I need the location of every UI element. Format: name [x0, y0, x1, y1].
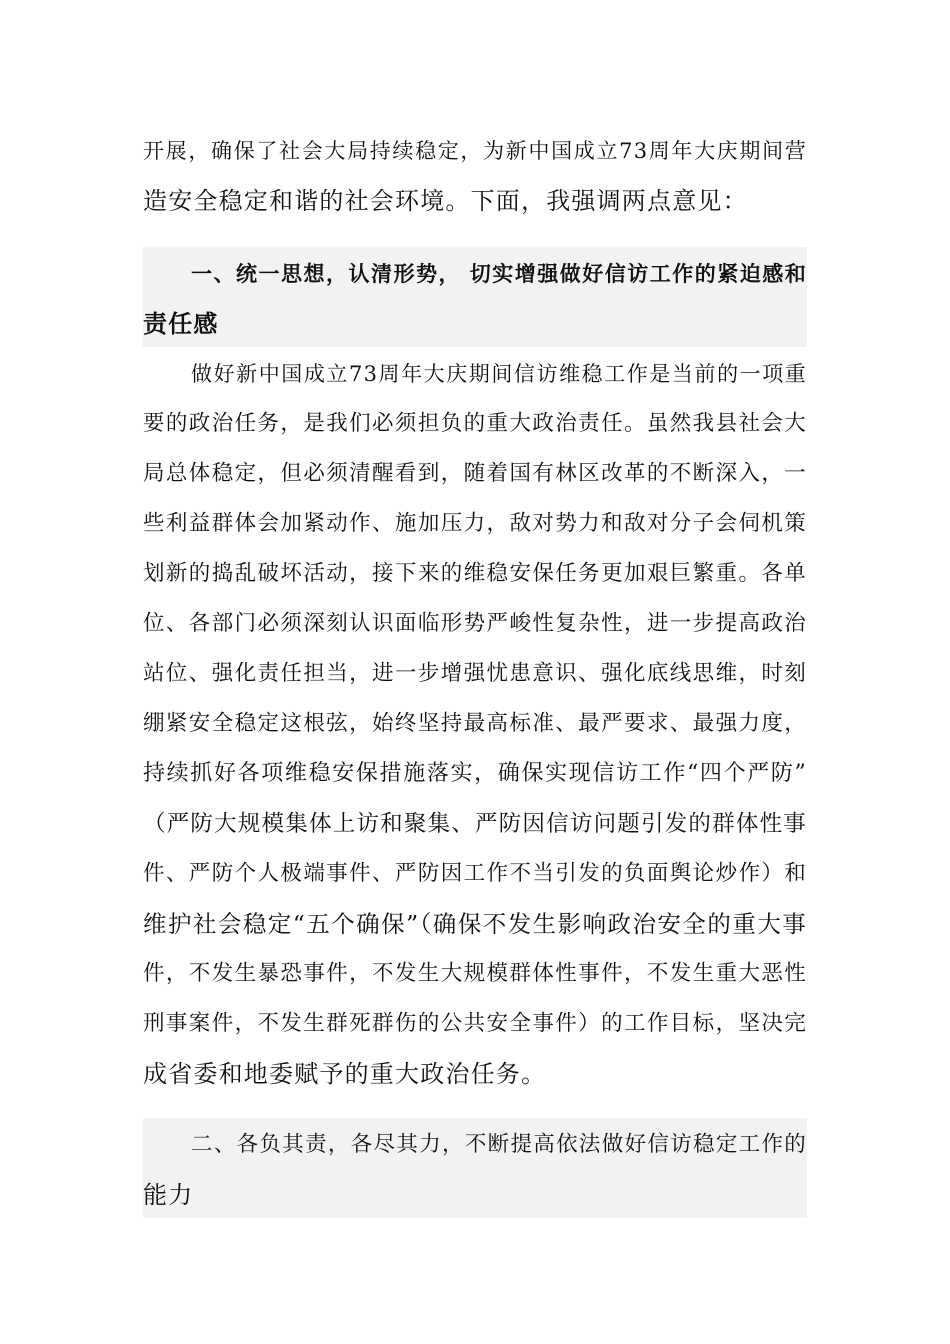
section1-heading-line: 责任感	[143, 309, 219, 338]
body-line: 位、各部门必须深刻认识面临形势严峻性复杂性，进一步提高政治	[143, 611, 807, 636]
intro-line: 造安全稳定和谐的社会环境。下面，我强调两点意见：	[143, 187, 748, 215]
section1-body	[143, 349, 807, 1099]
body-line: 站位、强化责任担当，进一步增强忧患意识、强化底线思维，时刻	[143, 661, 807, 686]
body-line: 成省委和地委赋予的重大政治任务。	[143, 1060, 547, 1088]
body-line: 局总体稳定，但必须清醒看到，随着国有林区改革的不断深入，一	[143, 461, 807, 486]
body-line: 划新的捣乱破坏活动，接下来的维稳安保任务更加艰巨繁重。各单	[143, 561, 807, 586]
body-line: 做好新中国成立73周年大庆期间信访维稳工作是当前的一项重	[191, 362, 807, 386]
section1-heading-line: 一、统一思想，认清形势， 切实增强做好信访工作的紧迫感和	[191, 261, 807, 286]
intro-line: 开展，确保了社会大局持续稳定，为新中国成立73周年大庆期间营	[143, 139, 807, 163]
body-line: 件、严防个人极端事件、严防因工作不当引发的负面舆论炒作）和	[143, 861, 807, 886]
body-line: 要的政治任务，是我们必须担负的重大政治责任。虽然我县社会大	[143, 411, 807, 436]
body-line: （严防大规模集体上访和聚集、严防因信访问题引发的群体性事	[143, 811, 807, 837]
body-line: 件，不发生暴恐事件，不发生大规模群体性事件，不发生重大恶性	[143, 961, 807, 986]
section2-heading	[143, 1120, 807, 1220]
body-line: 绷紧安全稳定这根弦，始终坚持最高标准、最严要求、最强力度，	[143, 711, 807, 736]
body-line: 些利益群体会加紧动作、施加压力，敌对势力和敌对分子会伺机策	[143, 511, 807, 536]
section2-heading-line: 二、各负其责，各尽其力，不断提高依法做好信访稳定工作的	[191, 1132, 807, 1157]
body-line: 刑事案件，不发生群死群伤的公共安全事件）的工作目标，坚决完	[143, 1011, 807, 1036]
body-line: 持续抓好各项维稳安保措施落实，确保实现信访工作“四个严防”	[143, 761, 807, 786]
intro-paragraph	[143, 126, 807, 226]
body-line: 维护社会稳定“五个确保”（确保不发生影响政治安全的重大事	[143, 910, 807, 938]
section1-heading	[143, 249, 807, 349]
section2-heading-line: 能力	[143, 1181, 194, 1209]
